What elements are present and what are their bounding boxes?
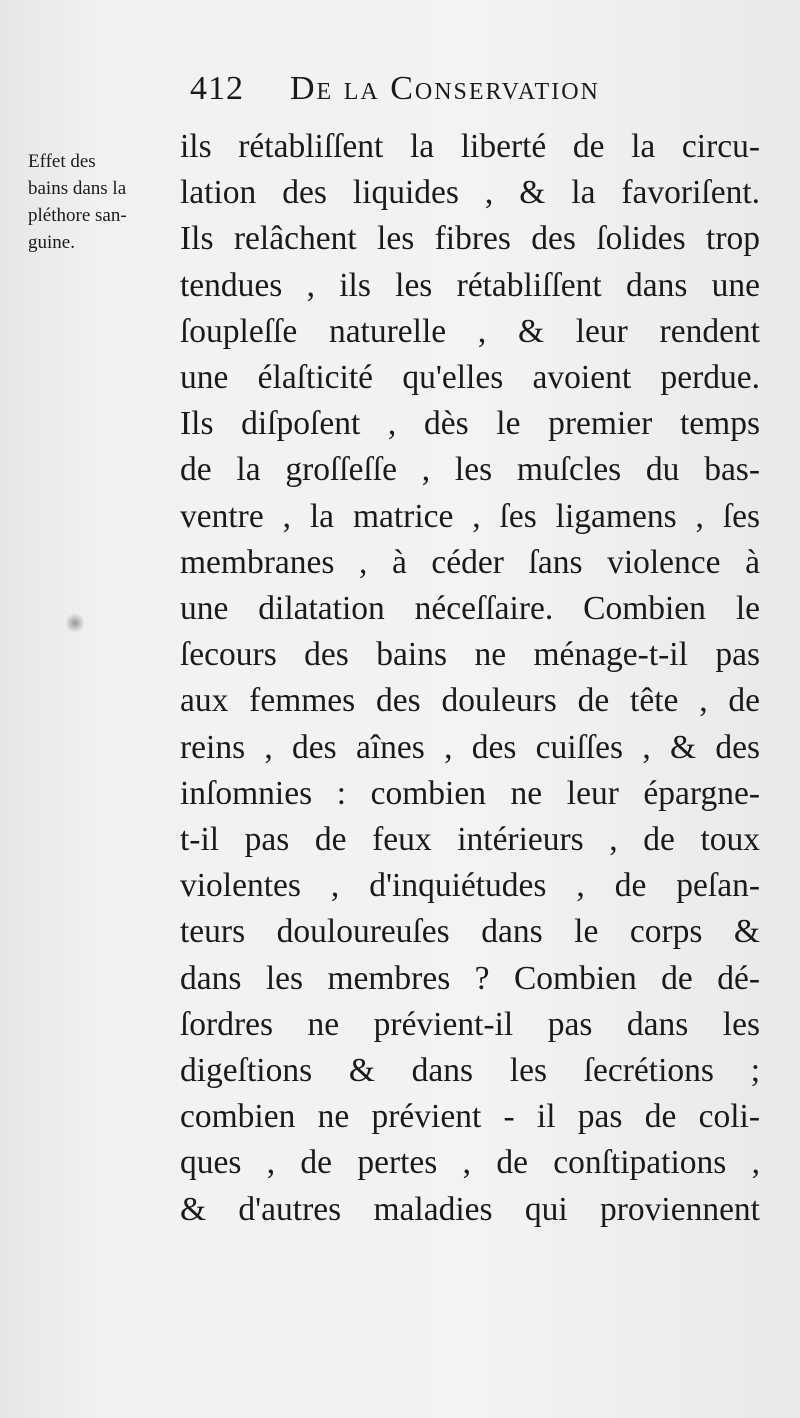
text-line: t-il pas de feux intérieurs , de toux <box>180 821 760 859</box>
text-line: combien ne prévient - il pas de coli- <box>180 1098 760 1136</box>
margin-note-line: Effet des <box>28 151 96 172</box>
text-line: reins , des aînes , des cuiſſes , & des <box>180 728 760 766</box>
margin-note-line: guine. <box>28 232 75 253</box>
text-line: aux femmes des douleurs de tête , de <box>180 682 760 720</box>
text-line: ils rétabliſſent la liberté de la circu- <box>180 128 760 165</box>
ink-smudge <box>66 612 84 634</box>
text-line: digeſtions & dans les ſecrétions ; <box>180 1052 760 1090</box>
text-line: ventre , la matrice , ſes ligamens , ſes <box>180 497 760 535</box>
text-line: ques , de pertes , de conſtipations , <box>180 1144 760 1182</box>
text-line: tendues , ils les rétabliſſent dans une <box>180 266 760 304</box>
body-text <box>180 124 760 1233</box>
text-line: violentes , d'inquiétudes , de peſan- <box>180 867 760 905</box>
running-title: De la Conservation <box>290 70 600 107</box>
page-number: 412 <box>190 70 244 107</box>
text-line: inſomnies : combien ne leur épargne- <box>180 774 760 812</box>
text-line: une dilatation néceſſaire. Combien le <box>180 590 760 628</box>
text-line: ſordres ne prévient-il pas dans les <box>180 1005 760 1043</box>
text-line: ſecours des bains ne ménage-t-il pas <box>180 636 760 674</box>
text-line: dans les membres ? Combien de dé- <box>180 959 760 997</box>
page-header <box>190 70 760 116</box>
text-line: & d'autres maladies qui proviennent <box>180 1190 760 1228</box>
text-line: Ils relâchent les fibres des ſolides trop <box>180 220 760 258</box>
text-line: lation des liquides , & la favoriſent. <box>180 174 760 212</box>
text-line: teurs douloureuſes dans le corps & <box>180 913 760 951</box>
margin-note <box>28 148 184 256</box>
margin-note-line: bains dans la <box>28 178 127 199</box>
text-line: ſoupleſſe naturelle , & leur rendent <box>180 312 760 350</box>
text-line: Ils diſpoſent , dès le premier temps <box>180 405 760 443</box>
text-line: une élaſticité qu'elles avoient perdue. <box>180 359 760 397</box>
text-line: de la groſſeſſe , les muſcles du bas- <box>180 451 760 489</box>
margin-note-line: pléthore san- <box>28 205 127 226</box>
text-line: membranes , à céder ſans violence à <box>180 543 760 581</box>
